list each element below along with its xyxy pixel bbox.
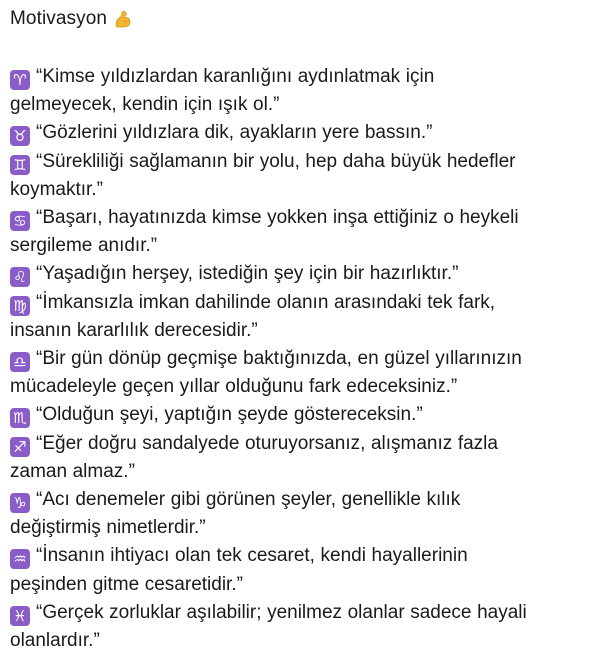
quote-text-line: “Yaşadığın herşey, istediğin şey için bir hazırlıktır.” (36, 263, 459, 285)
quote-text-line: peşinden gitme cesaretidir.” (10, 573, 243, 595)
capricorn-icon: ♑ (10, 493, 30, 513)
quote-entry-virgo (10, 289, 590, 345)
quote-entry-scorpio (10, 401, 590, 429)
quote-text-line: mücadeleyle geçen yıllar olduğunu fark edeceksiniz.” (10, 376, 458, 398)
leo-icon: ♌ (10, 267, 30, 287)
quote-entry-cancer (10, 204, 590, 260)
quote-text-line: “Başarı, hayatınızda kimse yokken inşa ettiğiniz o heykeli (36, 207, 519, 229)
quote-text-line: “Gözlerini yıldızlara dik, ayakların yere bassın.” (36, 122, 433, 144)
quote-entry-gemini (10, 148, 590, 204)
quote-text-line: “İnsanın ihtiyacı olan tek cesaret, kendi hayallerinin (36, 545, 468, 567)
quote-entry-capricorn (10, 486, 590, 542)
page-title: Motivasyon (10, 8, 108, 29)
pisces-icon: ♓ (10, 606, 30, 626)
cancer-icon: ♋ (10, 211, 30, 231)
gemini-icon: ♊ (10, 155, 30, 175)
quote-text-line: “Acı denemeler gibi görünen şeyler, genellikle kılık (36, 489, 461, 511)
quote-entry-leo (10, 260, 590, 288)
quote-text-line: “Olduğun şeyi, yaptığın şeyde göstereceksin.” (36, 404, 423, 426)
quote-text-line: koymaktır.” (10, 178, 103, 200)
quote-text-line: “Bir gün dönüp geçmişe baktığınızda, en güzel yıllarınızın (36, 348, 522, 370)
aquarius-icon: ♒ (10, 549, 30, 569)
quote-text-line: “Gerçek zorluklar aşılabilir; yenilmez olanlar sadece hayali (36, 601, 527, 623)
quote-entry-aries (10, 63, 590, 119)
flexed-biceps-icon (113, 9, 133, 29)
quote-entry-libra (10, 345, 590, 401)
quote-text-line: “Sürekliliği sağlamanın bir yolu, hep daha büyük hedefler (36, 150, 516, 172)
quote-entry-sagittarius (10, 430, 590, 486)
spacer (10, 32, 590, 63)
quote-text-line: sergileme anıdır.” (10, 235, 158, 257)
quote-list (10, 63, 590, 655)
scorpio-icon: ♏ (10, 408, 30, 428)
quote-text-line: “Eğer doğru sandalyede oturuyorsanız, alışmanız fazla (36, 432, 498, 454)
libra-icon: ♎ (10, 352, 30, 372)
quote-text-line: gelmeyecek, kendin için ışık ol.” (10, 94, 280, 116)
aries-icon: ♈ (10, 70, 30, 90)
sagittarius-icon: ♐ (10, 437, 30, 457)
quote-text-line: değiştirmiş nimetlerdir.” (10, 517, 206, 539)
header (10, 6, 590, 32)
quote-text-line: insanın kararlılık derecesidir.” (10, 319, 258, 341)
quote-text-line: “İmkansızla imkan dahilinde olanın arasındaki tek fark, (36, 291, 496, 313)
quote-text-line: “Kimse yıldızlardan karanlığını aydınlatmak için (36, 66, 435, 87)
virgo-icon: ♍ (10, 296, 30, 316)
quote-entry-pisces (10, 599, 590, 655)
taurus-icon: ♉ (10, 126, 30, 146)
quote-text-line: olanlardır.” (10, 630, 100, 652)
quote-entry-taurus (10, 119, 590, 147)
quote-entry-aquarius (10, 542, 590, 598)
quote-text-line: zaman almaz.” (10, 460, 135, 482)
